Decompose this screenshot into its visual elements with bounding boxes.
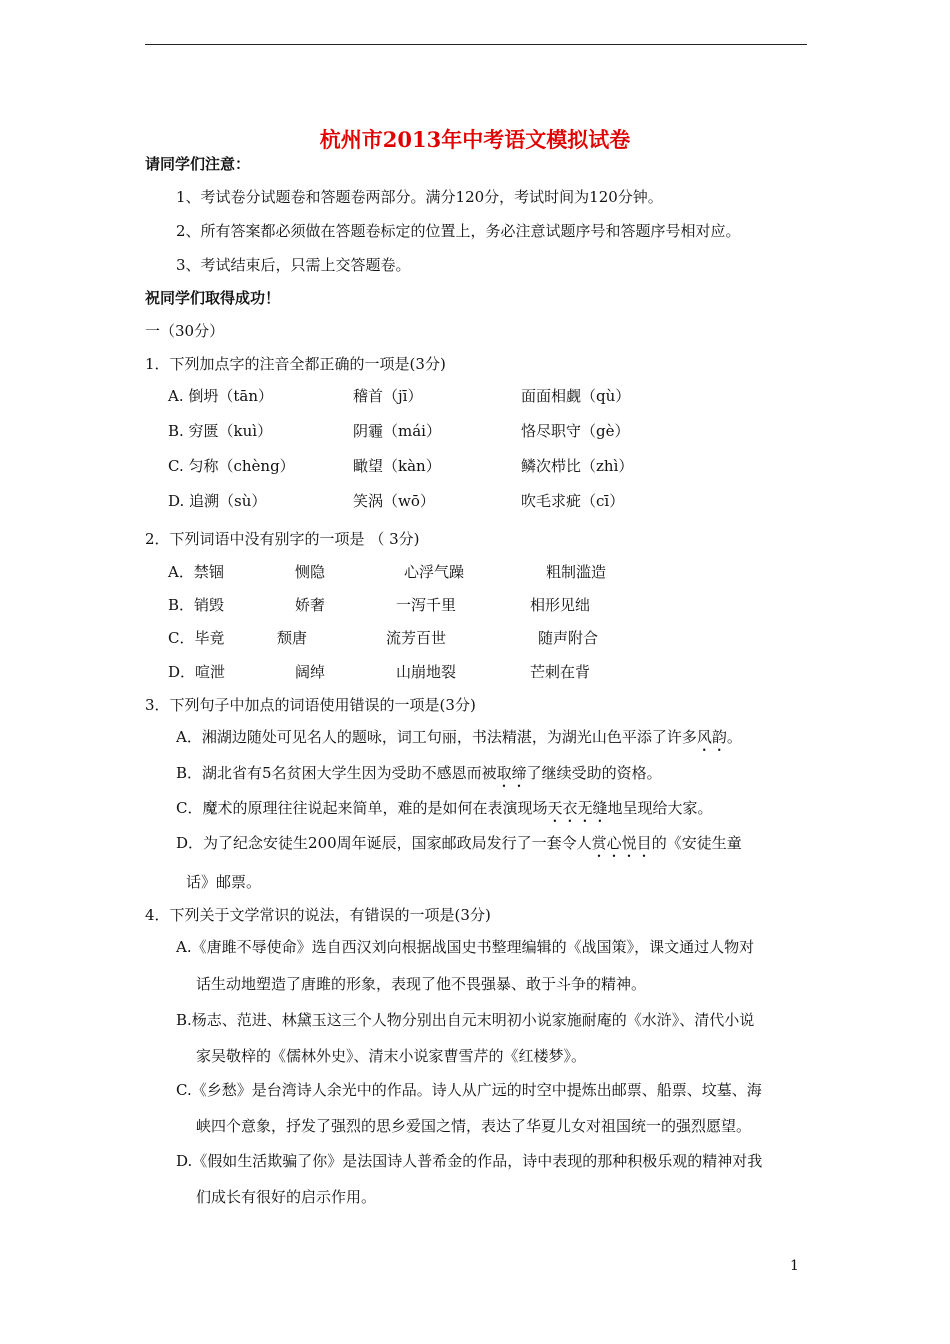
- option-text: D．为了纪念安徒生200周年诞辰，国家邮政局发行了一套令人: [176, 834, 592, 852]
- option-item: 笑涡（wō）: [353, 492, 435, 510]
- option-item: D. 追溯（sù）: [168, 492, 267, 510]
- option-item: 面面相觑（qù）: [521, 387, 631, 405]
- option-item: 稽首（jī）: [353, 387, 423, 405]
- wish-text: 祝同学们取得成功！: [145, 289, 281, 307]
- notice-heading: 请同学们注意：: [145, 155, 251, 173]
- notice-item: 3、考试结束后，只需上交答题卷。: [176, 256, 411, 274]
- page-number: 1: [790, 1258, 799, 1274]
- question-stem: 4．下列关于文学常识的说法，有错误的一项是(3分): [145, 906, 491, 924]
- option-item: 流芳百世: [386, 629, 447, 647]
- option-item: A．禁锢: [168, 563, 224, 581]
- option-d-continued: 话》邮票。: [186, 873, 262, 891]
- option-c-continued: 峡四个意象，抒发了强烈的思乡爱国之情，表达了华夏儿女对祖国统一的强烈愿望。: [196, 1117, 752, 1135]
- option-item: 阴霾（mái）: [353, 422, 441, 440]
- option-text: 的《安徒生童: [651, 834, 742, 852]
- option-item: 鳞次栉比（zhì）: [521, 457, 634, 475]
- option-item: 吹毛求疵（cī）: [521, 492, 625, 510]
- option-item: 一泻千里: [396, 596, 457, 614]
- option-b: [176, 762, 662, 791]
- option-item: 芒刺在背: [530, 663, 591, 681]
- option-item: C. 匀称（chèng）: [168, 457, 295, 475]
- option-d: D.《假如生活欺骗了你》是法国诗人普希金的作品，诗中表现的那种积极乐观的精神对我: [176, 1152, 763, 1170]
- option-item: D．喧泄: [168, 663, 226, 681]
- option-item: 相形见绌: [530, 596, 591, 614]
- option-a: A.《唐雎不辱使命》选自西汉刘向根据战国史书整理编辑的《战国策》，课文通过人物对: [176, 938, 755, 956]
- option-item: 颓唐: [277, 629, 308, 647]
- section-label: 一（30分）: [145, 322, 225, 340]
- notice-item: 1、考试卷分试题卷和答题卷两部分。满分120分，考试时间为120分钟。: [176, 188, 663, 206]
- question-stem: 2．下列词语中没有别字的一项是 （ 3分): [145, 530, 420, 548]
- option-item: 恪尽职守（gè）: [521, 422, 630, 440]
- dotted-word: 天衣无缝: [547, 799, 608, 817]
- option-text: 地呈现给大家。: [607, 799, 713, 817]
- dotted-word: 取缔: [496, 764, 527, 782]
- option-text: 了继续受助的资格。: [526, 764, 662, 782]
- option-item: 恻隐: [295, 563, 326, 581]
- option-item: B. 穷匮（kuì）: [168, 422, 273, 440]
- option-text: A．湘湖边随处可见名人的题咏，词工句丽，书法精湛，为湖光山色平添了许多: [176, 728, 697, 746]
- option-d-continued: 们成长有很好的启示作用。: [196, 1188, 377, 1206]
- option-a-continued: 话生动地塑造了唐雎的形象，表现了他不畏强暴、敢于斗争的精神。: [196, 975, 647, 993]
- option-text: B．湖北省有5名贫困大学生因为受助不感恩而被: [176, 764, 497, 782]
- option-b: B.杨志、范进、林黛玉这三个人物分别出自元末明初小说家施耐庵的《水浒》、清代小说: [176, 1011, 755, 1029]
- option-item: 山崩地裂: [396, 663, 457, 681]
- option-item: 心浮气躁: [404, 563, 465, 581]
- option-d: [176, 832, 742, 861]
- question-stem: 3．下列句子中加点的词语使用错误的一项是(3分): [145, 696, 476, 714]
- option-a: [176, 726, 742, 755]
- dotted-word: 赏心悦目: [591, 834, 652, 852]
- option-item: 阔绰: [295, 663, 326, 681]
- option-item: B．销毁: [168, 596, 225, 614]
- notice-item: 2、所有答案都必须做在答题卷标定的位置上，务必注意试题序号和答题序号相对应。: [176, 222, 741, 240]
- option-item: A. 倒坍（tān）: [168, 387, 274, 405]
- option-item: 娇奢: [295, 596, 326, 614]
- option-text: 。: [726, 728, 742, 746]
- option-item: 随声附合: [538, 629, 599, 647]
- option-b-continued: 家吴敬梓的《儒林外史》、清末小说家曹雪芹的《红楼梦》。: [196, 1047, 587, 1065]
- option-c: C.《乡愁》是台湾诗人余光中的作品。诗人从广远的时空中提炼出邮票、船票、坟墓、海: [176, 1081, 762, 1099]
- option-item: C．毕竟: [168, 629, 225, 647]
- question-stem: 1．下列加点字的注音全都正确的一项是(3分): [145, 355, 446, 373]
- option-item: 粗制滥造: [546, 563, 607, 581]
- dotted-word: 风韵: [696, 728, 727, 746]
- option-item: 瞰望（kàn）: [353, 457, 441, 475]
- header-rule: [145, 44, 807, 45]
- page-title: 杭州市2013年中考语文模拟试卷: [319, 127, 631, 152]
- option-text: C．魔术的原理往往说起来简单，难的是如何在表演现场: [176, 799, 548, 817]
- option-c: [176, 797, 713, 826]
